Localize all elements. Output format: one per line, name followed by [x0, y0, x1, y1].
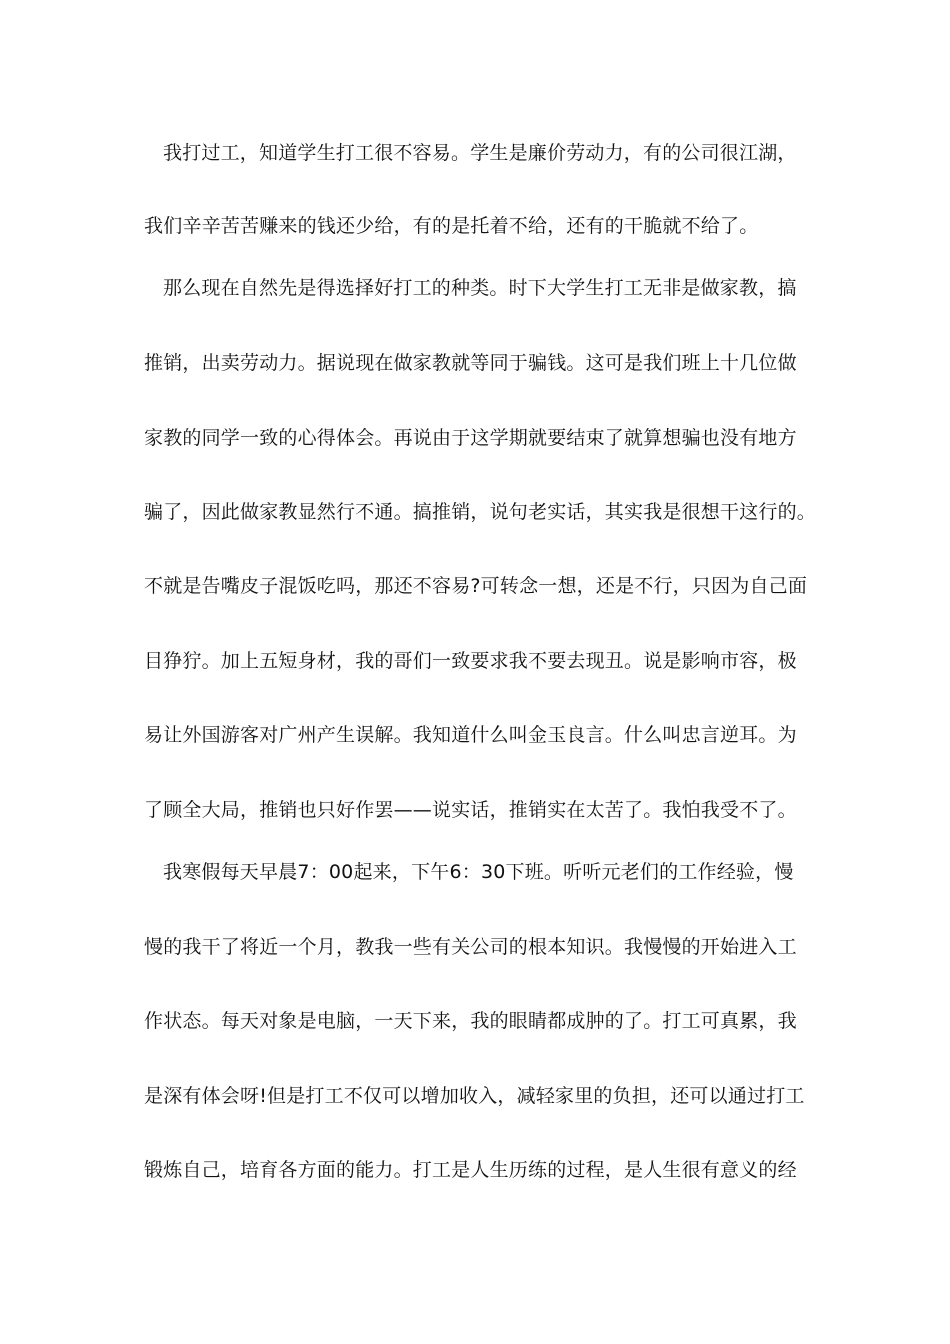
text-line-5: 家教的同学一致的心得体会。再说由于这学期就要结束了就算想骗也没有地方 [144, 427, 797, 449]
text-line-9: 易让外国游客对广州产生误解。我知道什么叫金玉良言。什么叫忠言逆耳。为 [144, 724, 797, 746]
text-line-7: 不就是告嘴皮子混饭吃吗，那还不容易?可转念一想，还是不行，只因为自己面 [144, 575, 808, 597]
text-line-4: 推销，出卖劳动力。据说现在做家教就等同于骗钱。这可是我们班上十几位做 [144, 352, 797, 374]
text-line-15: 锻炼自己，培育各方面的能力。打工是人生历练的过程，是人生很有意义的经 [144, 1159, 797, 1181]
text-line-3: 那么现在自然先是得选择好打工的种类。时下大学生打工无非是做家教，搞 [163, 277, 797, 299]
text-line-1: 我打过工，知道学生打工很不容易。学生是廉价劳动力，有的公司很江湖， [163, 142, 797, 164]
text-line-10: 了顾全大局，推销也只好作罢——说实话，推销实在太苦了。我怕我受不了。 [144, 799, 797, 821]
text-line-11: 我寒假每天早晨7：00起来，下午6：30下班。听听元老们的工作经验，慢 [163, 861, 794, 883]
text-line-6: 骗了，因此做家教显然行不通。搞推销，说句老实话，其实我是很想干这行的。 [144, 501, 817, 523]
text-line-2: 我们辛辛苦苦赚来的钱还少给，有的是托着不给，还有的干脆就不给了。 [144, 215, 759, 237]
text-line-12: 慢的我干了将近一个月，教我一些有关公司的根本知识。我慢慢的开始进入工 [144, 936, 797, 958]
text-line-13: 作状态。每天对象是电脑，一天下来，我的眼睛都成肿的了。打工可真累，我 [144, 1010, 797, 1032]
text-line-8: 目狰狞。加上五短身材，我的哥们一致要求我不要去现丑。说是影响市容，极 [144, 650, 797, 672]
text-line-14: 是深有体会呀!但是打工不仅可以增加收入，减轻家里的负担，还可以通过打工 [144, 1085, 805, 1107]
